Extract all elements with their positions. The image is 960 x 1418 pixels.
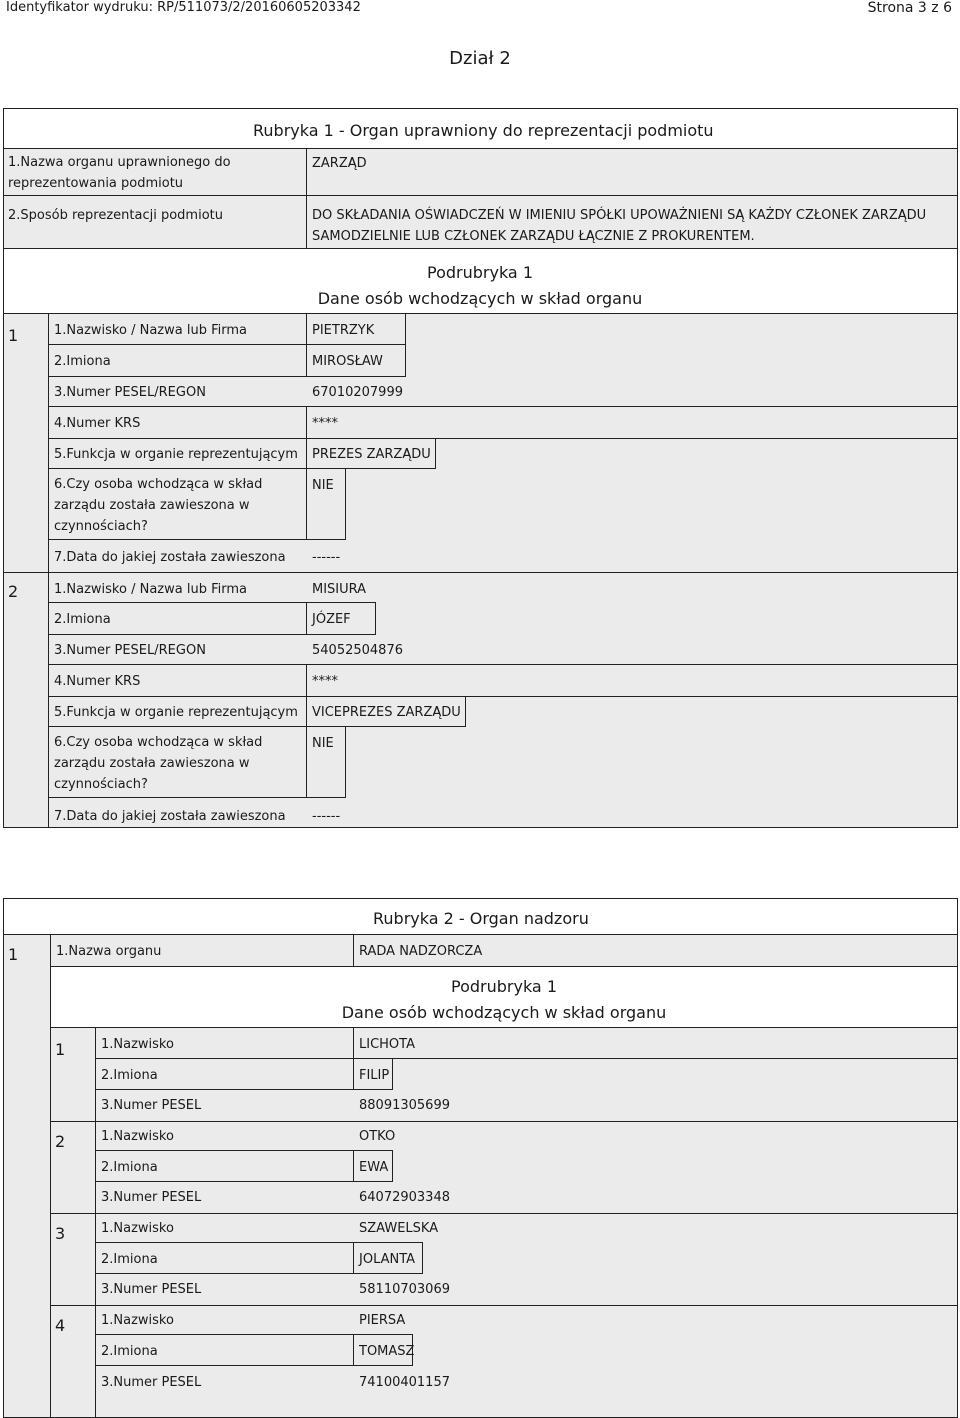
label-nazwisko: 1.Nazwisko <box>101 1313 174 1328</box>
member-index: 3 <box>55 1224 66 1243</box>
label-data: 7.Data do jakiej została zawieszona <box>54 550 286 565</box>
page-number: Strona 3 z 6 <box>867 0 952 16</box>
value-imiona: JOLANTA <box>359 1252 416 1267</box>
value-nazwisko: OTKO <box>359 1129 396 1144</box>
label-pesel: 3.Numer PESEL <box>101 1282 202 1297</box>
index-column <box>3 934 51 1418</box>
value-pesel: 64072903348 <box>359 1190 450 1205</box>
podrubryka-title: Podrubryka 1 <box>451 977 557 996</box>
label-nazwisko: 1.Nazwisko / Nazwa lub Firma <box>54 323 247 338</box>
value-data: ------ <box>312 809 341 824</box>
value-data: ------ <box>312 550 341 565</box>
person-index: 2 <box>8 582 19 601</box>
value-cell <box>353 1027 958 1059</box>
value-zawieszona: NIE <box>312 478 334 493</box>
index-divider <box>3 572 49 573</box>
member-divider <box>95 1305 958 1306</box>
value-pesel: 54052504876 <box>312 643 403 658</box>
value-imiona: MIROSŁAW <box>312 354 383 369</box>
value-imiona: EWA <box>359 1160 389 1175</box>
section-title: Dział 2 <box>449 48 511 69</box>
label-nazwisko: 1.Nazwisko / Nazwa lub Firma <box>54 582 247 597</box>
label-pesel: 3.Numer PESEL <box>101 1098 202 1113</box>
member-index: 1 <box>55 1040 66 1059</box>
value-imiona: FILIP <box>359 1068 390 1083</box>
value-imiona: JÓZEF <box>312 612 351 627</box>
print-identifier: Identyfikator wydruku: RP/511073/2/20160605203342 <box>6 0 361 15</box>
label-nazwisko: 1.Nazwisko <box>101 1037 174 1052</box>
member-divider <box>95 1213 958 1214</box>
index-divider <box>50 1121 96 1122</box>
value-nazwisko: SZAWELSKA <box>359 1221 439 1236</box>
label-nazwisko: 1.Nazwisko <box>101 1129 174 1144</box>
label-imiona: 2.Imiona <box>101 1068 158 1083</box>
value-nazwisko: MISIURA <box>312 582 367 597</box>
label-nazwa-organu: 1.Nazwa organu <box>56 944 162 959</box>
index-column <box>3 313 49 828</box>
value-funkcja: PREZES ZARZĄDU <box>312 447 431 462</box>
field1-value-cell <box>306 148 958 196</box>
label-imiona: 2.Imiona <box>101 1344 158 1359</box>
value-pesel: 74100401157 <box>359 1375 450 1390</box>
field1-label: 1.Nazwa organu uprawnionego do reprezentowania podmiotu <box>8 155 231 191</box>
value-funkcja: VICEPREZES ZARZĄDU <box>312 705 461 720</box>
value-pesel: 58110703069 <box>359 1282 450 1297</box>
label-imiona: 2.Imiona <box>101 1252 158 1267</box>
label-imiona: 2.Imiona <box>54 612 111 627</box>
label-data: 7.Data do jakiej została zawieszona <box>54 809 286 824</box>
value-nazwisko: PIETRZYK <box>312 323 375 338</box>
label-imiona: 2.Imiona <box>54 354 111 369</box>
label-pesel: 3.Numer PESEL/REGON <box>54 643 206 658</box>
field2-label: 2.Sposób reprezentacji podmiotu <box>8 208 223 223</box>
label-pesel: 3.Numer PESEL <box>101 1375 202 1390</box>
rubryka-2-title: Rubryka 2 - Organ nadzoru <box>373 909 589 928</box>
value-nazwisko: PIERSA <box>359 1313 406 1328</box>
value-imiona: TOMASZ <box>359 1344 415 1359</box>
inner-index-column <box>50 1027 96 1418</box>
value-zawieszona: NIE <box>312 736 334 751</box>
label-funkcja: 5.Funkcja w organie reprezentującym <box>54 705 298 720</box>
value-pesel: 88091305699 <box>359 1098 450 1113</box>
member-divider <box>95 1121 958 1122</box>
person-divider <box>48 572 958 573</box>
index-divider <box>50 1213 96 1214</box>
person-index: 1 <box>8 326 19 345</box>
label-imiona: 2.Imiona <box>101 1160 158 1175</box>
value-nazwa-organu: RADA NADZORCZA <box>359 944 483 959</box>
label-pesel: 3.Numer PESEL/REGON <box>54 385 206 400</box>
rubryka-1-title: Rubryka 1 - Organ uprawniony do reprezentacji podmiotu <box>253 121 714 140</box>
label-pesel: 3.Numer PESEL <box>101 1190 202 1205</box>
value-nazwisko: LICHOTA <box>359 1037 415 1052</box>
value-pesel: 67010207999 <box>312 385 403 400</box>
label-funkcja: 5.Funkcja w organie reprezentującym <box>54 447 298 462</box>
podrubryka-title: Podrubryka 1 <box>427 263 533 282</box>
organ-index: 1 <box>8 945 19 964</box>
field1-value: ZARZĄD <box>312 156 367 171</box>
label-zawieszona: 6.Czy osoba wchodząca w skład zarządu została zawieszona w czynnościach? <box>54 477 263 534</box>
member-index: 4 <box>55 1316 66 1335</box>
value-krs: **** <box>312 674 338 689</box>
value-krs: **** <box>312 416 338 431</box>
field2-value: DO SKŁADANIA OŚWIADCZEŃ W IMIENIU SPÓŁKI UPOWAŻNIENI SĄ KAŻDY CZŁONEK ZARZĄDU SAMODZIELNIE LUB CZŁONEK ZARZĄDU ŁĄCZNIE Z PROKURENTEM. <box>312 208 927 244</box>
podrubryka-subtitle: Dane osób wchodzących w skład organu <box>317 289 643 308</box>
label-nazwisko: 1.Nazwisko <box>101 1221 174 1236</box>
value-cell <box>306 664 958 697</box>
label-zawieszona: 6.Czy osoba wchodząca w skład zarządu została zawieszona w czynnościach? <box>54 735 263 792</box>
label-krs: 4.Numer KRS <box>54 674 141 689</box>
label-krs: 4.Numer KRS <box>54 416 141 431</box>
member-index: 2 <box>55 1132 66 1151</box>
value-cell <box>306 406 958 439</box>
podrubryka-subtitle: Dane osób wchodzących w skład organu <box>341 1003 667 1022</box>
index-divider <box>50 1305 96 1306</box>
